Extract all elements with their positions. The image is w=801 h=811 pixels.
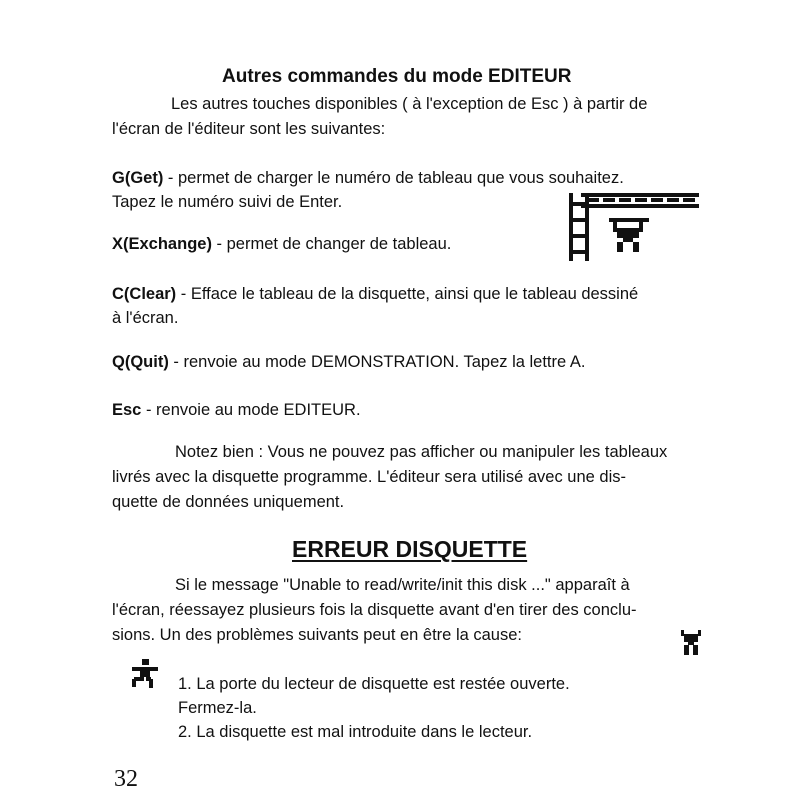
intro-line-2: l'écran de l'éditeur sont les suivantes: xyxy=(112,120,386,138)
cause-item-1-line-2: Fermez-la. xyxy=(178,699,257,717)
page-number: 32 xyxy=(114,766,138,792)
note-line-3: quette de données uniquement. xyxy=(112,493,345,511)
note-line-1: Notez bien : Vous ne pouvez pas afficher ou manipuler les tableaux xyxy=(175,443,668,461)
quit-command xyxy=(112,350,585,374)
hanging-figure-icon xyxy=(680,630,702,656)
get-command-desc: - permet de charger le numéro de tableau que vous souhaitez. xyxy=(163,169,624,187)
exchange-command-desc: - permet de changer de tableau. xyxy=(211,235,452,253)
clear-command-line-1 xyxy=(112,282,638,306)
esc-command-key: Esc xyxy=(112,401,142,419)
get-command-key: G(Get) xyxy=(112,169,164,187)
get-command-line-2: Tapez le numéro suivi de Enter. xyxy=(112,193,343,211)
esc-command xyxy=(112,398,361,422)
section-title-disk-error: ERREUR DISQUETTE xyxy=(292,536,528,562)
clear-command-desc: - Efface le tableau de la disquette, ainsi que le tableau dessiné xyxy=(176,285,639,303)
section-title-editor-commands: Autres commandes du mode EDITEUR xyxy=(222,66,572,87)
ladder-girder-icon xyxy=(565,188,700,262)
quit-command-key: Q(Quit) xyxy=(112,353,169,371)
exchange-command xyxy=(112,232,451,256)
get-command-line-1 xyxy=(112,166,624,190)
note-line-2: livrés avec la disquette programme. L'éditeur sera utilisé avec une dis- xyxy=(112,468,626,486)
esc-command-desc: - renvoie au mode EDITEUR. xyxy=(141,401,361,419)
error-para-line-1: Si le message "Unable to read/write/init this disk ..." apparaît à xyxy=(175,576,630,594)
clear-command-key: C(Clear) xyxy=(112,285,177,303)
exchange-command-key: X(Exchange) xyxy=(112,235,212,253)
cause-item-2: 2. La disquette est mal introduite dans le lecteur. xyxy=(178,723,533,741)
clear-command-line-2: à l'écran. xyxy=(112,309,179,327)
intro-line-1: Les autres touches disponibles ( à l'exception de Esc ) à partir de xyxy=(171,95,648,113)
error-para-line-2: l'écran, réessayez plusieurs fois la disquette avant d'en tirer des conclu- xyxy=(112,601,637,619)
quit-command-desc: - renvoie au mode DEMONSTRATION. Tapez la lettre A. xyxy=(168,353,586,371)
error-para-line-3: sions. Un des problèmes suivants peut en être la cause: xyxy=(112,626,522,644)
running-man-icon xyxy=(130,659,160,689)
cause-item-1-line-1: 1. La porte du lecteur de disquette est restée ouverte. xyxy=(178,675,570,693)
